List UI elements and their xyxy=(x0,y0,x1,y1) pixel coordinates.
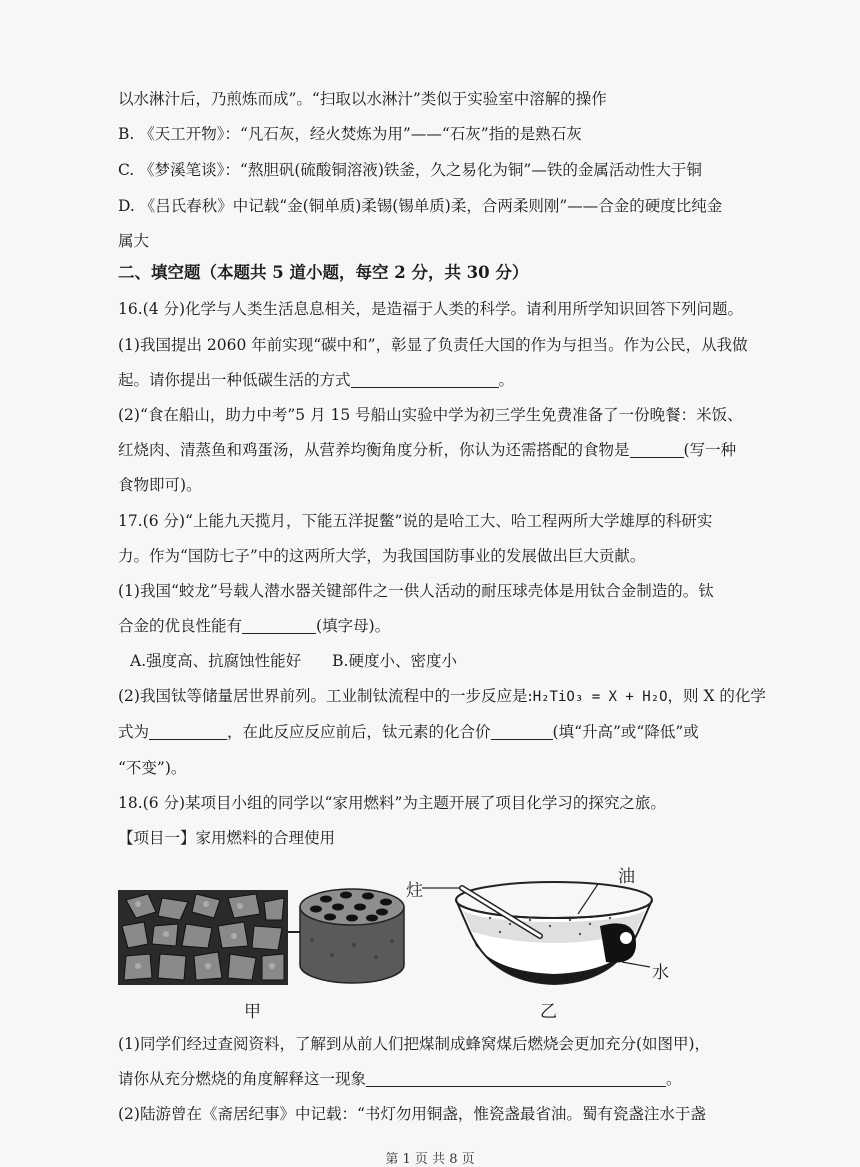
prompt-text: 起。请你提出一种低碳生活的方式 xyxy=(118,371,351,389)
option-c: C. 《梦溪笔谈》：“熬胆矾(硫酸铜溶液)铁釜，久之易化为铜”—铁的金属活动性大于铜 xyxy=(118,161,702,179)
prompt-text: 红烧肉、清蒸鱼和鸡蛋汤，从营养均衡角度分析，你认为还需搭配的食物是 xyxy=(118,441,630,459)
prompt-text: ，在此反应反应前后，钛元素的化合价 xyxy=(227,723,491,741)
prompt-text: ，则 X 的化学 xyxy=(667,687,766,705)
chemical-equation: H₂TiO₃ = X + H₂O xyxy=(532,689,668,705)
figure-caption-yi: 乙 xyxy=(540,1002,557,1022)
question-18-part1: (1)同学们经过查阅资料，了解到从前人们把煤制成蜂窝煤后燃烧会更加充分(如图甲)， xyxy=(118,1035,711,1053)
question-16-part1-cont xyxy=(118,369,800,391)
prompt-text: (填“升高”或“降低”或 xyxy=(552,723,699,741)
project-one-title: 【项目一】家用燃料的合理使用 xyxy=(118,829,336,847)
option-d-cont: 属大 xyxy=(118,232,150,250)
oil-lamp-bowl-diagram xyxy=(400,862,680,992)
prompt-text: (2)我国钛等储量居世界前列。工业制钛流程中的一步反应是: xyxy=(118,687,533,705)
question-17: 17.(6 分)“上能九天揽月，下能五洋捉鳖”说的是哈工大、哈工程两所大学雄厚的科研实 xyxy=(118,512,713,530)
page-footer: 第 1 页 共 8 页 xyxy=(385,1152,475,1167)
answer-blank[interactable] xyxy=(366,1070,666,1087)
prompt-text: 合金的优良性能有 xyxy=(118,617,243,635)
question-17-part1-cont xyxy=(118,615,800,637)
question-16-part2-end: 食物即可)。 xyxy=(118,476,202,494)
question-17-part1: (1)我国“蛟龙”号载人潜水器关键部件之一供人活动的耐压球壳体是用钛合金制造的。钛 xyxy=(118,582,714,600)
answer-blank[interactable] xyxy=(491,723,553,740)
punctuation: 。 xyxy=(666,1070,682,1088)
prompt-text: (填字母)。 xyxy=(316,617,391,635)
prompt-text: 式为 xyxy=(118,723,150,741)
question-18: 18.(6 分)某项目小组的同学以“家用燃料”为主题开展了项目化学习的探究之旅。 xyxy=(118,794,666,812)
question-17-part2-end: “不变”)。 xyxy=(118,759,187,777)
answer-blank[interactable] xyxy=(149,723,227,740)
question-16-part2: (2)“食在船山，助力中考”5 月 15 号船山实验中学为初三学生免费准备了一份晚餐：米饭、 xyxy=(118,406,743,424)
question-17-part2 xyxy=(118,685,800,708)
text-line: 以水淋汁后，乃煎炼而成”。“扫取以水淋汁”类似于实验室中溶解的操作 xyxy=(118,90,607,108)
question-18-part2: (2)陆游曾在《斋居纪事》中记载：“书灯勿用铜盏，惟瓷盏最省油。蜀有瓷盏注水于盏 xyxy=(118,1105,706,1123)
prompt-text: (写一种 xyxy=(683,441,737,459)
answer-blank[interactable] xyxy=(630,441,684,458)
answer-blank[interactable] xyxy=(242,617,316,634)
option-d: D. 《吕氏春秋》中记载“金(铜单质)柔锡(锡单质)柔，合两柔则刚”——合金的硬度比纯金 xyxy=(118,197,723,215)
question-17-options: A.强度高、抗腐蚀性能好 B.硬度小、密度小 xyxy=(130,652,457,670)
punctuation: 。 xyxy=(498,371,515,389)
label-oil: 油 xyxy=(618,867,635,887)
question-17-cont: 力。作为“国防七子”中的这两所大学，为我国国防事业的发展做出巨大贡献。 xyxy=(118,547,646,565)
coal-pile-image xyxy=(118,890,288,985)
label-water: 水 xyxy=(652,963,669,983)
question-18-part1-cont xyxy=(118,1068,800,1090)
question-17-part2-cont xyxy=(118,721,800,743)
answer-blank[interactable] xyxy=(351,371,499,388)
option-b: B. 《天工开物》：“凡石灰，经火焚炼为用”——“石灰”指的是熟石灰 xyxy=(118,125,582,143)
label-wick: 炷 xyxy=(406,881,423,901)
section-title: 二、填空题（本题共 5 道小题，每空 2 分，共 30 分） xyxy=(118,263,529,282)
question-16: 16.(4 分)化学与人类生活息息相关，是造福于人类的科学。请利用所学知识回答下列问题。 xyxy=(118,300,744,318)
prompt-text: 请你从充分燃烧的角度解释这一现象 xyxy=(118,1070,367,1088)
figure-caption-jia: 甲 xyxy=(244,1002,261,1022)
honeycomb-briquette-image xyxy=(292,885,412,990)
question-16-part1: (1)我国提出 2060 年前实现“碳中和”，彰显了负责任大国的作为与担当。作为公民，从我做 xyxy=(118,336,748,354)
question-16-part2-cont xyxy=(118,439,800,461)
